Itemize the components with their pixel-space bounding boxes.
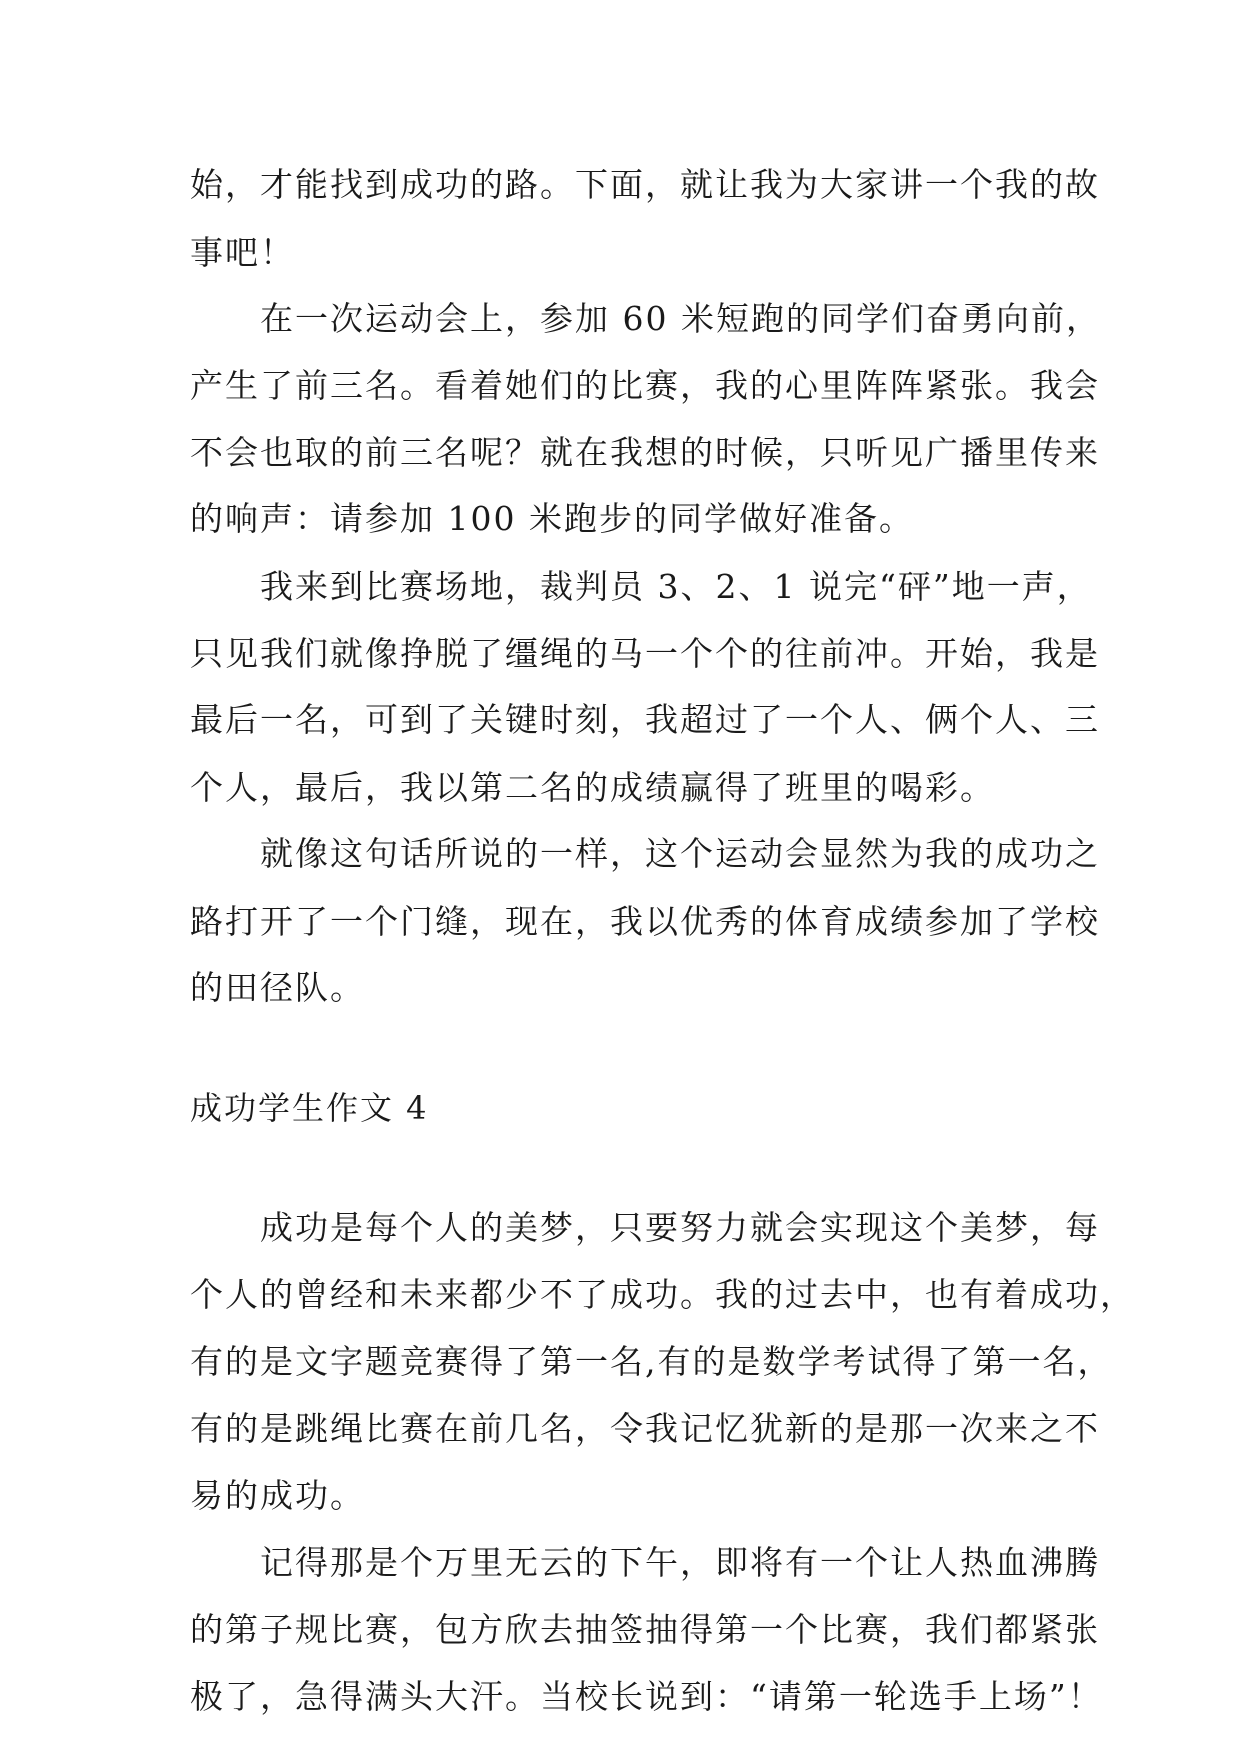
text-line: 产生了前三名。看着她们的比赛，我的心里阵阵紧张。我会 [190, 366, 1100, 405]
text-line: 的田径队。 [190, 968, 365, 1007]
text-line: 只见我们就像挣脱了缰绳的马一个个的往前冲。开始，我是 [190, 634, 1100, 673]
text-line: 有的是文字题竞赛得了第一名,有的是数学考试得了第一名， [190, 1342, 1113, 1381]
text-line: 成功是每个人的美梦，只要努力就会实现这个美梦，每 [190, 1208, 1100, 1247]
text-line: 始，才能找到成功的路。下面，就让我为大家讲一个我的故 [190, 165, 1100, 204]
text-line: 我来到比赛场地，裁判员 3、2、1 说完“砰”地一声， [190, 567, 1092, 606]
section-title: 成功学生作文 4 [190, 1089, 429, 1127]
text-line: 易的成功。 [190, 1476, 365, 1515]
text-line: 就像这句话所说的一样，这个运动会显然为我的成功之 [190, 834, 1100, 873]
text-line: 的第子规比赛，包方欣去抽签抽得第一个比赛，我们都紧张 [190, 1610, 1100, 1649]
text-line: 事吧！ [190, 233, 295, 272]
text-line: 不会也取的前三名呢？就在我想的时候，只听见广播里传来 [190, 433, 1100, 472]
text-line: 在一次运动会上，参加 60 米短跑的同学们奋勇向前， [190, 299, 1101, 338]
text-line: 记得那是个万里无云的下午，即将有一个让人热血沸腾 [190, 1543, 1100, 1582]
text-line: 有的是跳绳比赛在前几名，令我记忆犹新的是那一次来之不 [190, 1409, 1100, 1448]
text-line: 的响声：请参加 100 米跑步的同学做好准备。 [190, 499, 914, 538]
text-line: 最后一名，可到了关键时刻，我超过了一个人、俩个人、三 [190, 700, 1100, 739]
text-line: 路打开了一个门缝，现在，我以优秀的体育成绩参加了学校 [190, 902, 1100, 941]
text-line: 个人，最后，我以第二名的成绩赢得了班里的喝彩。 [190, 768, 995, 807]
text-line: 个人的曾经和未来都少不了成功。我的过去中，也有着成功， [190, 1275, 1135, 1314]
text-line: 极了，急得满头大汗。当校长说到：“请第一轮选手上场”！ [190, 1677, 1103, 1716]
